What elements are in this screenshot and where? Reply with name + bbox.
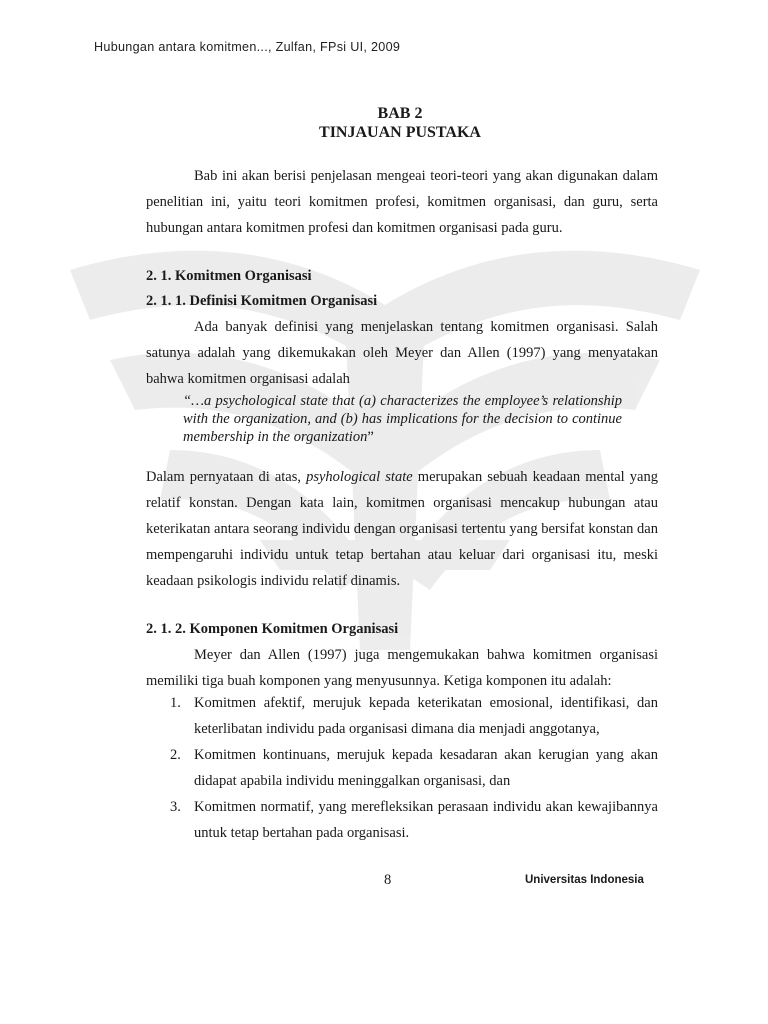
list-item (146, 794, 658, 846)
list-item-number: 1. (170, 695, 181, 711)
chapter-number: BAB 2 (377, 105, 423, 122)
components-list (146, 690, 658, 846)
subsection-heading-components: 2. 1. 2. Komponen Komitmen Organisasi (146, 621, 399, 637)
definition-paragraph: Ada banyak definisi yang menjelaskan tentang komitmen organisasi. Salah satunya adalah yang dikemukakan oleh Meyer dan Allen (1997) yang menyatakan bahwa komitmen organisasi adalah (146, 319, 658, 387)
chapter-title: TINJAUAN PUSTAKA (319, 124, 481, 141)
subsection-heading-definition: 2. 1. 1. Definisi Komitmen Organisasi (146, 293, 378, 309)
interpretation-text-start: Dalam pernyataan di atas, (146, 469, 307, 485)
institution-footer: Universitas Indonesia (525, 874, 644, 886)
running-header: Hubungan antara komitmen..., Zulfan, FPsi UI, 2009 (94, 40, 401, 54)
intro-paragraph: Bab ini akan berisi penjelasan mengeai teori-teori yang akan digunakan dalam penelitian ini, yaitu teori komitmen profesi, komitmen organisasi, dan guru, serta hubungan antara komitmen profesi dan komitmen organisasi pada guru. (146, 168, 658, 236)
interpretation-text-end: merupakan sebuah keadaan mental yang relatif konstan. Dengan kata lain, komitmen organisasi mencakup hubungan atau keterikatan antara seorang individu dengan organisasi tertentu yang bersifat konstan dan mempengaruhi individu untuk tetap bertahan atau keluar dari organisasi itu, meski keadaan psikologis individu relatif dinamis. (146, 469, 658, 589)
list-item (146, 690, 658, 742)
list-item-text: Komitmen afektif, merujuk kepada keterikatan emosional, identifikasi, dan keterlibatan individu pada organisasi dimana dia menjadi anggotanya, (194, 695, 658, 737)
components-paragraph: Meyer dan Allen (1997) juga mengemukakan bahwa komitmen organisasi memiliki tiga buah komponen yang menyusunnya. Ketiga komponen itu adalah: (146, 647, 658, 689)
interpretation-term: psyhological state (306, 469, 413, 485)
page-number: 8 (384, 872, 392, 888)
list-item (146, 742, 658, 794)
list-item-text: Komitmen kontinuans, merujuk kepada kesadaran akan kerugian yang akan didapat apabila individu meninggalkan organisasi, dan (194, 747, 658, 789)
quote-end: ” (367, 429, 374, 445)
quote-text: “…a psychological state that (a) characterizes the employee’s relationship with the organization, and (b) has implications for the decision to continue membership in the organization (183, 393, 622, 445)
list-item-text: Komitmen normatif, yang merefleksikan perasaan individu akan kewajibannya untuk tetap bertahan pada organisasi. (194, 799, 658, 841)
section-heading: 2. 1. Komitmen Organisasi (146, 268, 312, 284)
list-item-number: 2. (170, 747, 181, 763)
interpretation-paragraph (146, 464, 658, 594)
list-item-number: 3. (170, 799, 181, 815)
block-quote (183, 392, 622, 446)
